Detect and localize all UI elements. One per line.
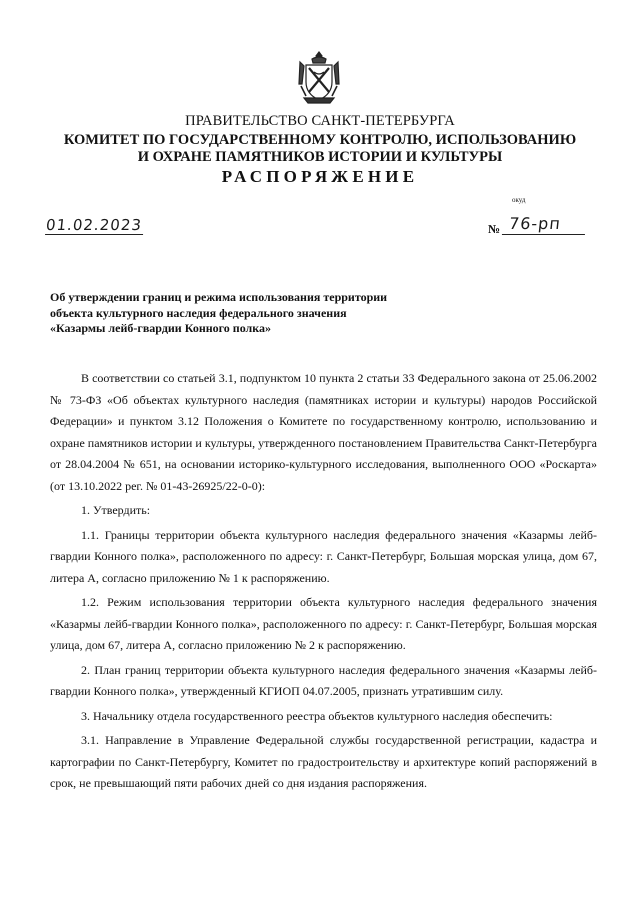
document-date: 01.02.2023 [45, 216, 145, 235]
paragraph-3-1: 3.1. Направление в Управление Федеральной службы государственной регистрации, кадастра и картографии по Санкт-Петербургу, Комитет по градостроительству и архитектуре копий распоряжений в срок, не превышающий пяти рабочих дней со дня издания распоряжения. [50, 733, 597, 790]
paragraph-2: 2. План границ территории объекта культурного наследия федерального значения «Казармы лейб-гвардии Конного полка», утвержденный КГИОП 04.07.2005, признать утратившим силу. [50, 662, 597, 698]
subject-line-2: объекта культурного наследия федерального значения [50, 305, 347, 320]
document-body [50, 368, 597, 795]
paragraph-3: 3. Начальнику отдела государственного реестра объектов культурного наследия обеспечить: [81, 708, 553, 723]
document-type-title: РАСПОРЯЖЕНИЕ [221, 167, 419, 186]
government-title: ПРАВИТЕЛЬСТВО САНКТ-ПЕТЕРБУРГА [185, 113, 455, 129]
committee-title-line-2: И ОХРАНЕ ПАМЯТНИКОВ ИСТОРИИ И КУЛЬТУРЫ [137, 149, 503, 165]
subject-line-1: Об утверждении границ и режима использования территории [50, 290, 388, 304]
committee-title-line-1: КОМИТЕТ ПО ГОСУДАРСТВЕННОМУ КОНТРОЛЮ, ИСПОЛЬЗОВАНИЮ [63, 132, 577, 148]
document-number: 76-рп [502, 214, 587, 235]
number-sign: № [488, 222, 501, 236]
paragraph-1: 1. Утвердить: [81, 503, 151, 517]
document-subject [50, 290, 450, 337]
coat-of-arms-icon [296, 50, 342, 106]
committee-title [0, 132, 640, 166]
preamble-paragraph: В соответствии со статьей 3.1, подпунктом 10 пункта 2 статьи 33 Федерального закона от 25.06.2002 № 73-ФЗ «Об объектах культурного наследия (памятниках истории и культуры) народов Российской Федерации» и пунктом 3.12 Положения о Комитете по государственному контролю, использованию и охране памятников истории и культуры, утвержденного постановлением Правительства Санкт-Петербурга от 28.04.2004 № 651, на основании историко-культурного исследования, выполненного ООО «Роскарта» (от 13.10.2022 рег. № 01-43-26925/22-0-0): [50, 371, 597, 493]
paragraph-1-2: 1.2. Режим использования территории объекта культурного наследия федерального значения «Казармы лейб-гвардии Конного полка», расположенного по адресу: г. Санкт-Петербург, Большая морская улица, дом 67, литера А, согласно приложению № 2 к распоряжению. [50, 595, 597, 652]
paragraph-1-1: 1.1. Границы территории объекта культурного наследия федерального значения «Казармы лейб-гвардии Конного полка», расположенного по адресу: г. Санкт-Петербург, Большая морская улица, дом 67, литера А, согласно приложению № 1 к распоряжению. [50, 527, 597, 585]
okud-label: окуд [512, 196, 526, 204]
subject-line-3: «Казармы лейб-гвардии Конного полка» [50, 321, 272, 335]
